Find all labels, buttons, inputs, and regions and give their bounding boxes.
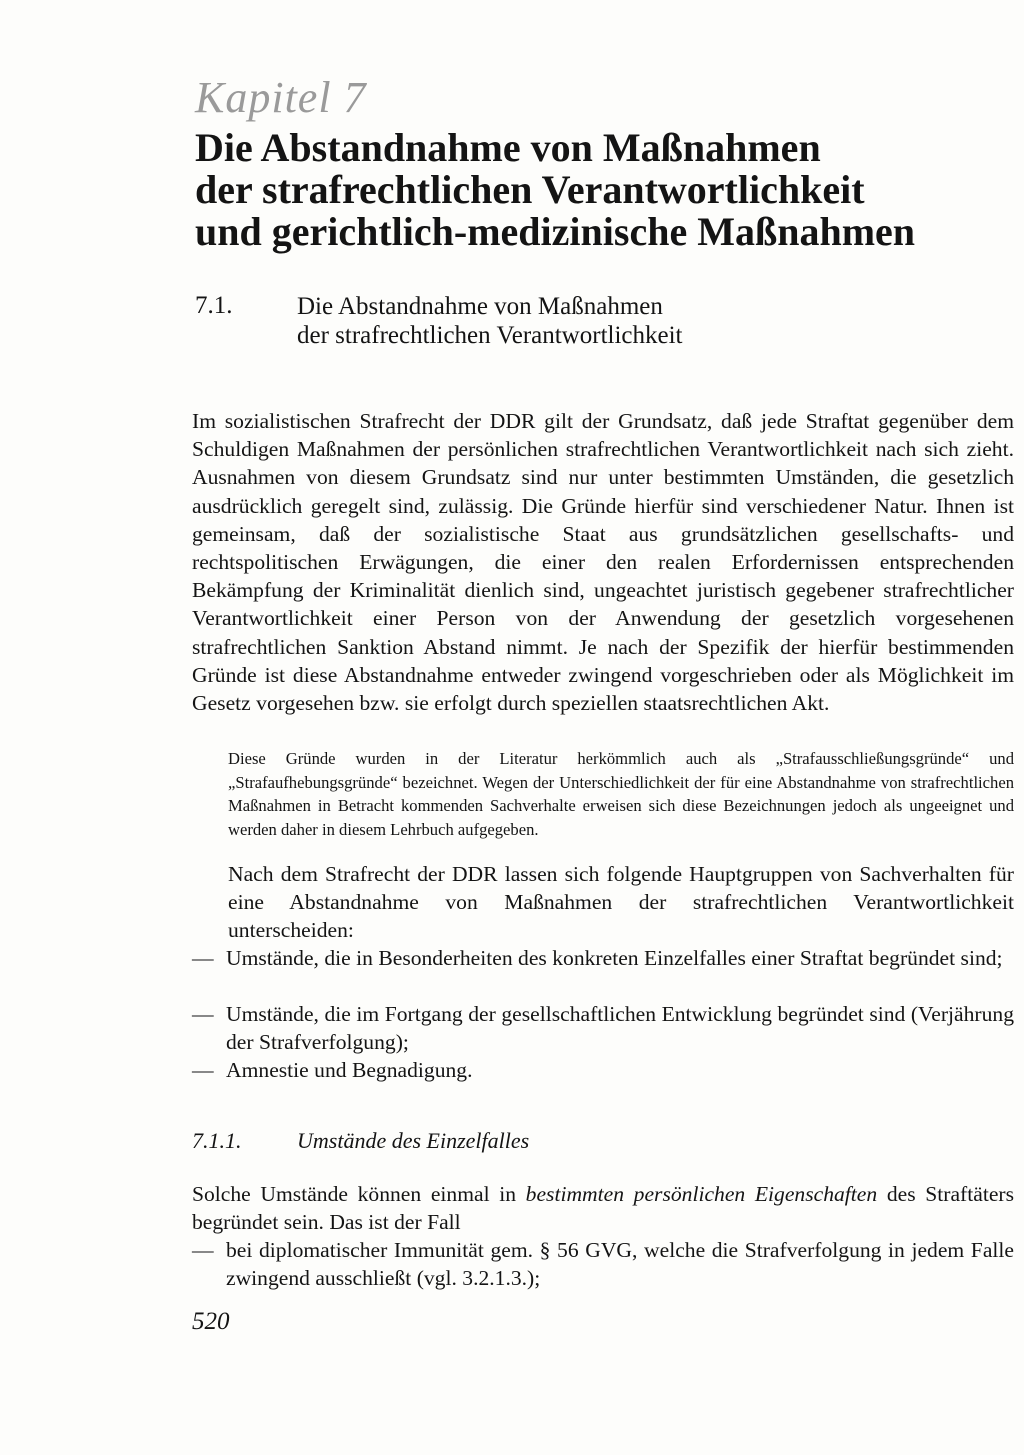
dash-bullet: —	[192, 1058, 214, 1082]
section-title-line: Die Abstandnahme von Maßnahmen	[297, 293, 663, 320]
list-item	[192, 1056, 1014, 1084]
paragraph-circumstances	[192, 1180, 1014, 1236]
list-item-text: Umstände, die im Fortgang der gesellschaftlichen Entwicklung begründet sind (Verjährung der Strafverfolgung);	[226, 1002, 1014, 1055]
paragraph-principle: Im sozialistischen Strafrecht der DDR gilt der Grundsatz, daß jede Straftat gegenüber dem Schuldigen Maßnahmen der persönlichen strafrechtlichen Verantwortlichkeit nach sich zieht. Ausnahmen von diesem Grundsatz sind nur unter bestimmten Umständen, die gesetzlich ausdrücklich geregelt sind, zulässig. Die Gründe hierfür sind verschiedener Natur. Ihnen ist gemeinsam, daß der sozialistische Staat aus grundsätzlichen gesellschafts- und rechtspolitischen Erwägungen, die einer den realen Erfordernissen entsprechenden Bekämpfung der Kriminalität dienlich sind, ungeachtet juristisch gegebener strafrechtlicher Verantwortlichkeit einer Person von der Anwendung der gesetzlich vorgesehenen strafrechtlichen Sanktion Abstand nimmt. Je nach der Spezifik der hierfür bestimmenden Gründe ist diese Abstandnahme entweder zwingend vorgeschrieben oder als Möglichkeit im Gesetz vorgesehen bzw. sie erfolgt durch speziellen staatsrechtlichen Akt.	[192, 409, 1014, 716]
chapter-title-line: und gerichtlich-medizinische Maßnahmen	[195, 209, 916, 254]
dash-bullet: —	[192, 1002, 214, 1026]
subsection-number: 7.1.1.	[192, 1128, 242, 1153]
emphasis-text: bestimmten persönlichen Eigenschaften	[525, 1182, 878, 1206]
list-item-text: bei diplomatischer Immunität gem. § 56 GVG, welche die Strafverfolgung in jedem Falle zwingend ausschließt (vgl. 3.2.1.3.);	[226, 1238, 1014, 1291]
paragraph-text: Solche Umstände können einmal in	[192, 1182, 526, 1206]
subsection-title: Umstände des Einzelfalles	[297, 1128, 530, 1153]
chapter-title-line: Die Abstandnahme von Maßnahmen	[195, 125, 821, 170]
paragraph-main-groups: Nach dem Strafrecht der DDR lassen sich folgende Hauptgruppen von Sachverhalten für eine Abstandnahme von Maßnahmen der strafrechtlichen Verantwortlichkeit unterscheiden:	[228, 862, 1014, 943]
list-item-text: Amnestie und Begnadigung.	[226, 1058, 473, 1082]
chapter-title-line: der strafrechtlichen Verantwortlichkeit	[195, 167, 865, 212]
section-title	[297, 292, 937, 350]
note-small-print: Diese Gründe wurden in der Literatur herkömmlich auch als „Strafausschließungsgründe“ und „Strafaufhebungsgründe“ bezeichnet. Wegen der Unterschiedlichkeit der für eine Abstandnahme von strafrechtlichen Maßnahmen in Betracht kommenden Sachverhalte erweisen sich diese Bezeichnungen jedoch als ungeeignet und werden daher in diesem Lehrbuch aufgegeben.	[228, 749, 1014, 839]
dash-bullet: —	[192, 946, 214, 970]
list-item	[192, 1236, 1014, 1292]
page-number: 520	[192, 1308, 230, 1335]
dash-bullet: —	[192, 1238, 214, 1262]
chapter-title	[195, 127, 975, 253]
paragraph-text: des Straftäters begründet sein. Das ist der Fall	[192, 1182, 1014, 1235]
list-item	[192, 944, 1014, 972]
section-number: 7.1.	[195, 292, 233, 319]
chapter-label: Kapitel 7	[195, 73, 367, 122]
list-item-text: Umstände, die in Besonderheiten des konkreten Einzelfalles einer Straftat begründet sind;	[226, 946, 1003, 970]
section-title-line: der strafrechtlichen Verantwortlichkeit	[297, 322, 683, 349]
list-item	[192, 1000, 1014, 1056]
